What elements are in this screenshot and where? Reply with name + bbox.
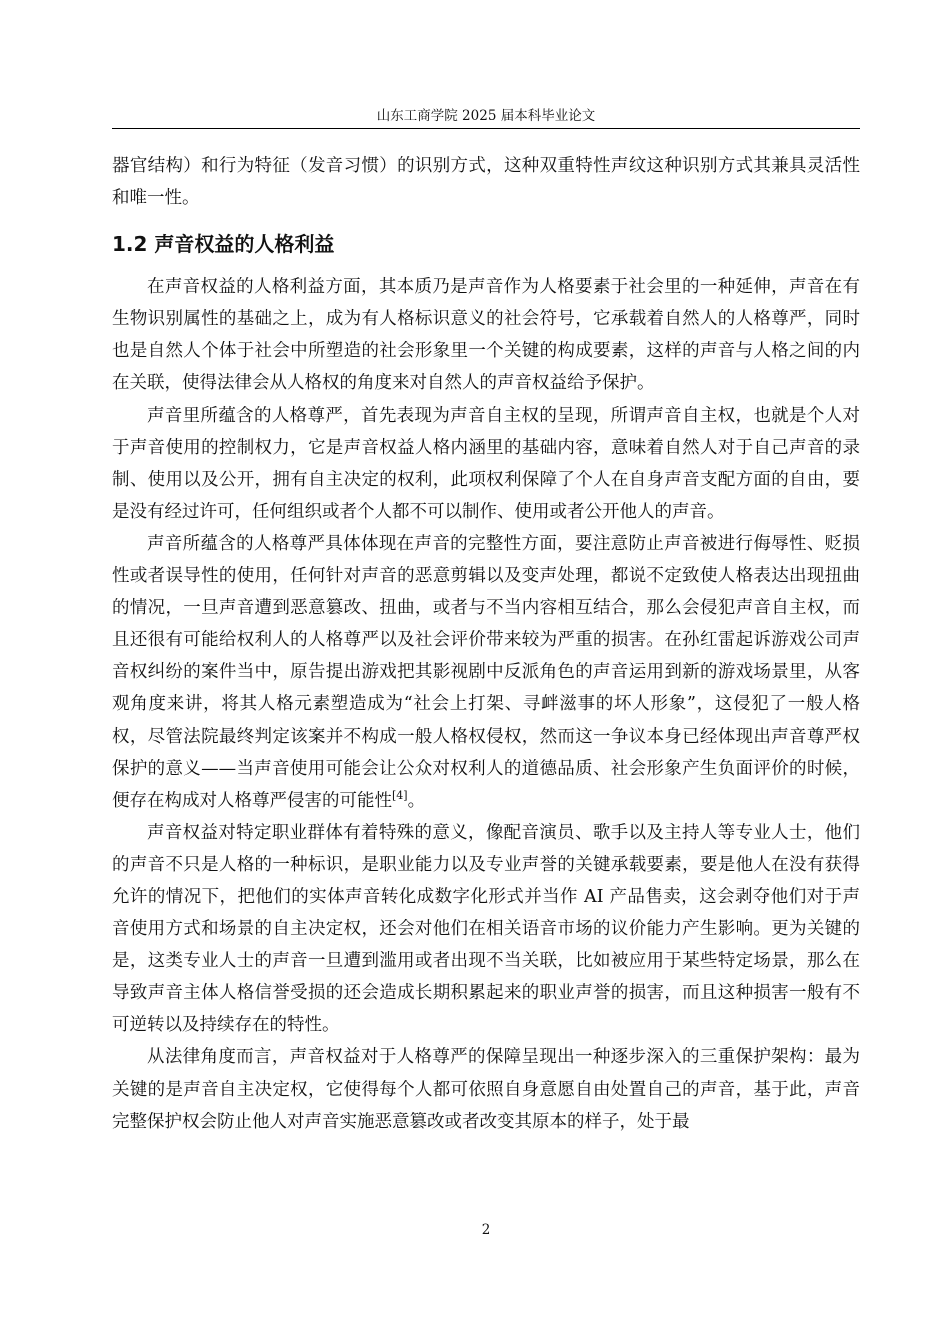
- paragraph-3-text: 声音所蕴含的人格尊严具体体现在声音的完整性方面，要注意防止声音被进行侮辱性、贬损性或者误导性的使用，任何针对声音的恶意剪辑以及变声处理，都说不定致使人格表达出现扭曲的情况，一旦声音遭到恶意篡改、扭曲，或者与不当内容相互结合，那么会侵犯声音自主权，而且还很有可能给权利人的人格尊严以及社会评价带来较为严重的损害。在孙红雷起诉游戏公司声音权纠纷的案件当中，原告提出游戏把其影视剧中反派角色的声音运用到新的游戏场景里，从客观角度来讲，将其人格元素塑造成为“社会上打架、寻衅滋事的坏人形象”，这侵犯了一般人格权，尽管法院最终判定该案并不构成一般人格权侵权，然而这一争议本身已经体现出声音尊严权保护的意义——当声音使用可能会让公众对权利人的道德品质、社会形象产生负面评价的时候，便存在构成对人格尊严侵害的可能性: [112, 533, 860, 811]
- document-body: [112, 150, 860, 1138]
- section-heading: 1.2 声音权益的人格利益: [112, 232, 335, 257]
- paragraph-3-end: 。: [407, 790, 426, 811]
- paragraph-2: 声音里所蕴含的人格尊严，首先表现为声音自主权的呈现，所谓声音自主权，也就是个人对于声音使用的控制权力，它是声音权益人格内涵里的基础内容，意味着自然人对于自己声音的录制、使用以及公开，拥有自主决定的权利，此项权利保障了个人在自身声音支配方面的自由，要是没有经过许可，任何组织或者个人都不可以制作、使用或者公开他人的声音。: [112, 405, 860, 522]
- paragraph-5: 从法律角度而言，声音权益对于人格尊严的保障呈现出一种逐步深入的三重保护架构：最为关键的是声音自主决定权，它使得每个人都可依照自身意愿自由处置自己的声音，基于此，声音完整保护权会防止他人对声音实施恶意篡改或者改变其原本的样子，处于最: [112, 1047, 860, 1132]
- paragraph-continued: 器官结构）和行为特征（发音习惯）的识别方式，这种双重特性声纹这种识别方式其兼具灵活性和唯一性。: [112, 156, 860, 209]
- paragraph-3: [112, 528, 860, 817]
- paragraph-1: 在声音权益的人格利益方面，其本质乃是声音作为人格要素于社会里的一种延伸，声音在有生物识别属性的基础之上，成为有人格标识意义的社会符号，它承载着自然人的人格尊严，同时也是自然人个体于社会中所塑造的社会形象里一个关键的构成要素，这样的声音与人格之间的内在关联，使得法律会从人格权的角度来对自然人的声音权益给予保护。: [112, 277, 860, 394]
- page-header: 山东工商学院 2025 届本科毕业论文: [376, 108, 596, 124]
- citation-reference[interactable]: [4]: [392, 788, 408, 802]
- paragraph-4: 声音权益对特定职业群体有着特殊的意义，像配音演员、歌手以及主持人等专业人士，他们的声音不只是人格的一种标识，是职业能力以及专业声誉的关键承载要素，要是他人在没有获得允许的情况下，把他们的实体声音转化成数字化形式并当作 AI 产品售卖，这会剥夺他们对于声音使用方式和场景的自主决定权，还会对他们在相关语音市场的议价能力产生影响。更为关键的是，这类专业人士的声音一旦遭到滥用或者出现不当关联，比如被应用于某些特定场景，那么在导致声音主体人格信誉受损的还会造成长期积累起来的职业声誉的损害，而且这种损害一般有不可逆转以及持续存在的特性。: [112, 822, 860, 1036]
- page-number: 2: [481, 1222, 491, 1238]
- header-divider: [112, 128, 860, 129]
